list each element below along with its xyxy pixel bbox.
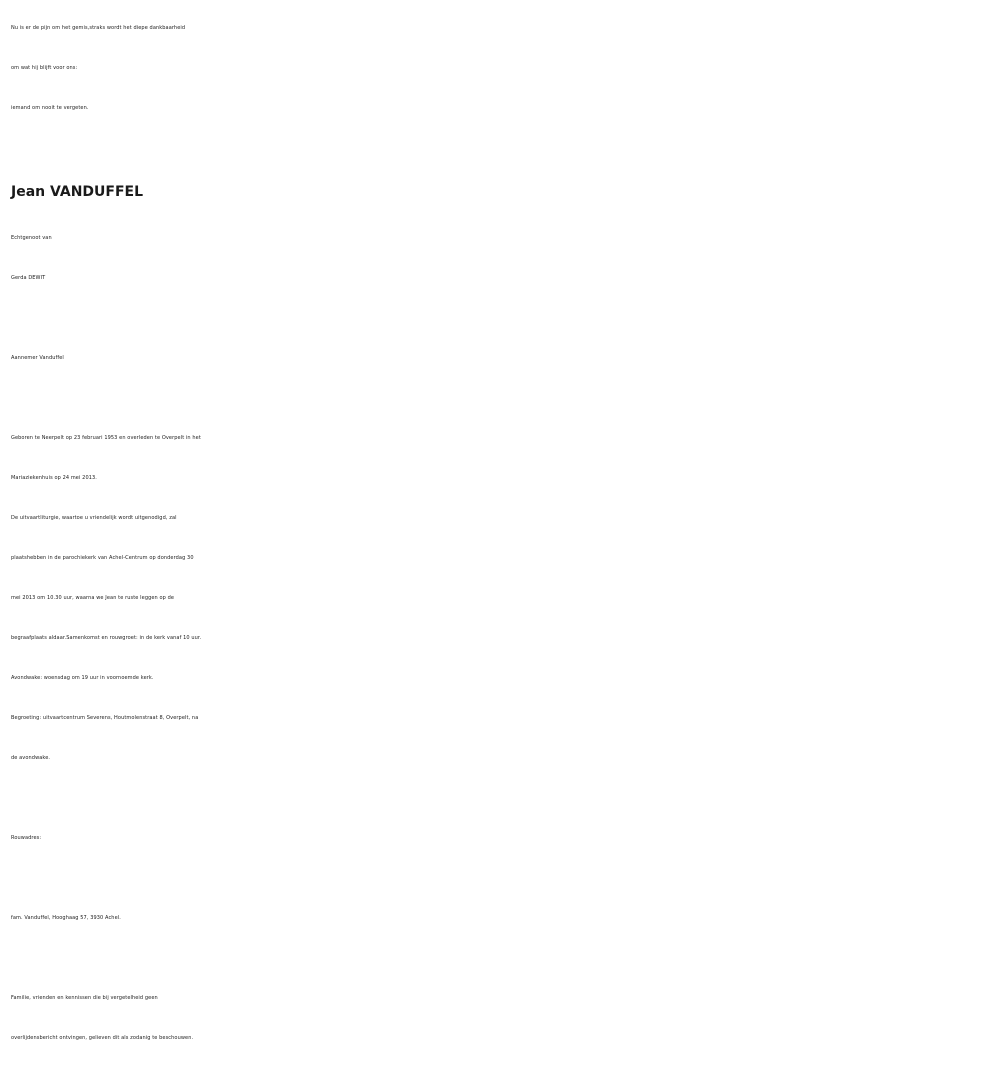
spouse-label: Echtgenoot van: [11, 235, 52, 241]
announcement-line: Avondwake: woensdag om 19 uur in voornoemde kerk.: [11, 675, 154, 681]
address-value: fam. Vanduffel, Hooghaag 57, 3930 Achel.: [11, 915, 121, 921]
closing-line: overlijdensbericht ontvingen, gelieven dit als zodanig te beschouwen.: [11, 1035, 194, 1041]
announcement-line: begraafplaats aldaar.Samenkomst en rouwgroet: in de kerk vanaf 10 uur.: [11, 635, 202, 641]
announcement-line: De uitvaartliturgie, waartoe u vriendelijk wordt uitgenodigd, zal: [11, 515, 177, 521]
announcement-line: Geboren te Neerpelt op 23 februari 1953 en overleden te Overpelt in het: [11, 435, 201, 441]
spouse-name: Gerda DEWIT: [11, 275, 46, 281]
occupation: Aannemer Vanduffel: [11, 355, 64, 361]
spacer: [11, 378, 996, 418]
poem-line: iemand om nooit te vergeten.: [11, 105, 89, 111]
spacer: [11, 858, 996, 898]
deceased-name: Jean VANDUFFEL: [11, 184, 144, 200]
spacer: [11, 938, 996, 978]
closing-text: [11, 978, 996, 1058]
spacer: [11, 778, 996, 818]
announcement-line: de avondwake.: [11, 755, 51, 761]
poem-line: Nu is er de pijn om het gemis,straks wordt het diepe dankbaarheid: [11, 25, 186, 31]
announcement-line: plaatshebben in de parochiekerk van Achel-Centrum op donderdag 30: [11, 555, 194, 561]
announcement-line: Begroeting: uitvaartcentrum Severens, Houtmolenstraat 8, Overpelt, na: [11, 715, 199, 721]
announcement-line: Mariaziekenhuis op 24 mei 2013.: [11, 475, 97, 481]
announcement-text: [11, 418, 996, 778]
poem: [11, 8, 996, 128]
obituary-document: [11, 8, 996, 1058]
poem-line: om wat hij blijft voor ons:: [11, 65, 78, 71]
closing-line: Familie, vrienden en kennissen die bij vergetelheid geen: [11, 995, 158, 1001]
spacer: [11, 298, 996, 338]
announcement-line: mei 2013 om 10.30 uur, waarna we Jean te ruste leggen op de: [11, 595, 175, 601]
address-label: Rouwadres:: [11, 835, 42, 841]
